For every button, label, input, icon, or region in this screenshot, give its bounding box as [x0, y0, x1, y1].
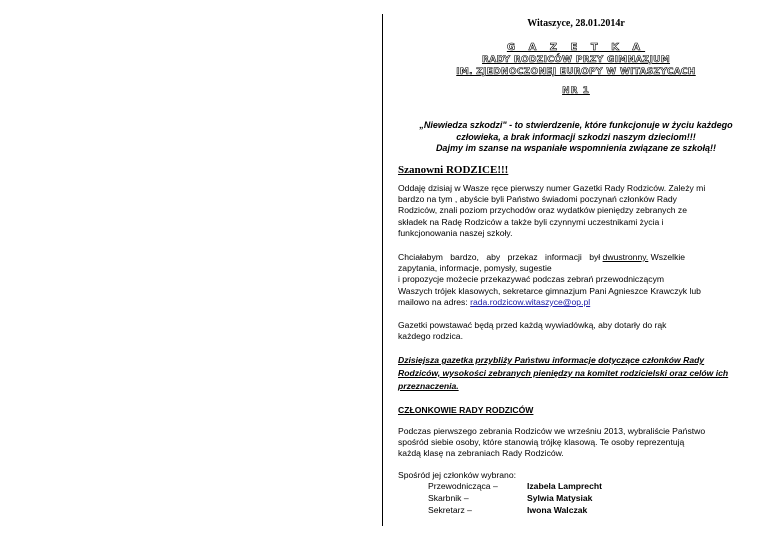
text-line: spośród siebie osoby, które stanowią trójkę klasową. Te osoby reprezentują: [398, 437, 685, 448]
member-name: Sylwia Matysiak: [527, 493, 593, 503]
members-heading: CZŁONKOWIE RADY RODZICÓW: [398, 405, 534, 415]
text-line: funkcjonowania naszej szkoły.: [398, 227, 513, 238]
text-line: Rodziców, wysokości zebranych pieniędzy na komitet rodzicielski oraz celów ich: [398, 367, 729, 378]
text-line: Podczas pierwszego zebrania Rodziców we wrześniu 2013, wybraliście Państwo: [398, 426, 706, 436]
text-line: Gazetki powstawać będą przed każdą wywiadówką, aby dotarły do rąk: [398, 320, 667, 330]
issue-number: NR 1: [562, 86, 590, 96]
text-line: każdego rodzica.: [398, 331, 463, 342]
newsletter-page: [384, 0, 768, 543]
text-fragment: mailowo na adres:: [398, 296, 471, 307]
text-line: zapytania, informacje, pomysły, sugestie: [398, 263, 552, 274]
newsletter-title: G A Z E T K A: [506, 42, 646, 53]
newsletter-subtitle-1: RADY RODZICÓW PRZY GIMNAZJUM: [481, 55, 671, 65]
text-line: [398, 297, 763, 308]
members-paragraph: [398, 426, 763, 460]
motto-line: człowieka, a brak informacji szkodzi naszym dzieciom!!!: [456, 131, 696, 142]
contact-paragraph: [398, 252, 763, 308]
text-line: i propozycje możecie przekazywać podczas zebrań przewodniczącym: [398, 274, 665, 285]
text-line: Oddaję dzisiaj w Wasze ręce pierwszy numer Gazetki Rady Rodziców. Zależy mi: [398, 183, 706, 193]
text-line: Dzisiejsza gazetka przybliży Państwu informacje dotyczące członków Rady: [398, 355, 705, 365]
member-role: Sekretarz –: [428, 505, 472, 515]
member-role: Przewodnicząca –: [428, 481, 498, 491]
motto-quote: [384, 120, 768, 155]
member-name: Iwona Walczak: [527, 505, 588, 515]
issue-date: Witaszyce, 28.01.2014r: [527, 18, 625, 29]
text-line: Waszych trójek klasowych, sekretarce gimnazjum Pani Agnieszce Krawczyk lub: [398, 285, 701, 296]
text-line: każdą klasę na zebraniach Rady Rodziców.: [398, 448, 564, 459]
email-link[interactable]: rada.rodzicow.witaszyce@op.pl: [470, 296, 591, 307]
member-name: Izabela Lamprecht: [527, 481, 602, 491]
motto-line: „Niewiedza szkodzi" - to stwierdzenie, które funkcjonuje w życiu każdego: [419, 120, 733, 130]
member-role: Skarbnik –: [428, 493, 469, 503]
text-line: składek na Radę Rodziców a także byli czynnymi uczestnikami życia i: [398, 216, 664, 227]
page-divider-line: [382, 14, 383, 526]
text-fragment: Chciałabym bardzo, aby przekaz informacji był: [398, 252, 601, 262]
summary-paragraph: [398, 354, 763, 392]
text-fragment: Wszelkie: [648, 252, 686, 262]
text-line: bardzo na tym , abyście byli Państwo świadomi poczynań członków Rady: [398, 194, 677, 205]
emphasis-text: dwustronny.: [602, 252, 649, 262]
elected-intro: Spośród jej członków wybrano:: [398, 470, 516, 480]
motto-line: Dajmy im szanse na wspaniałe wspomnienia związane ze szkołą!!: [435, 143, 717, 153]
text-line: [398, 252, 763, 263]
greeting-heading: Szanowni RODZICE!!!: [398, 164, 509, 176]
text-line: przeznaczenia.: [398, 380, 459, 391]
text-line: Rodziców, znali poziom przychodów oraz wydatków pieniędzy zebranych ze: [398, 205, 687, 216]
newsletter-subtitle-2: IM. ZJEDNOCZONEJ EUROPY W WITASZYCACH: [456, 67, 696, 77]
intro-paragraph: [398, 183, 763, 239]
schedule-paragraph: [398, 320, 763, 342]
